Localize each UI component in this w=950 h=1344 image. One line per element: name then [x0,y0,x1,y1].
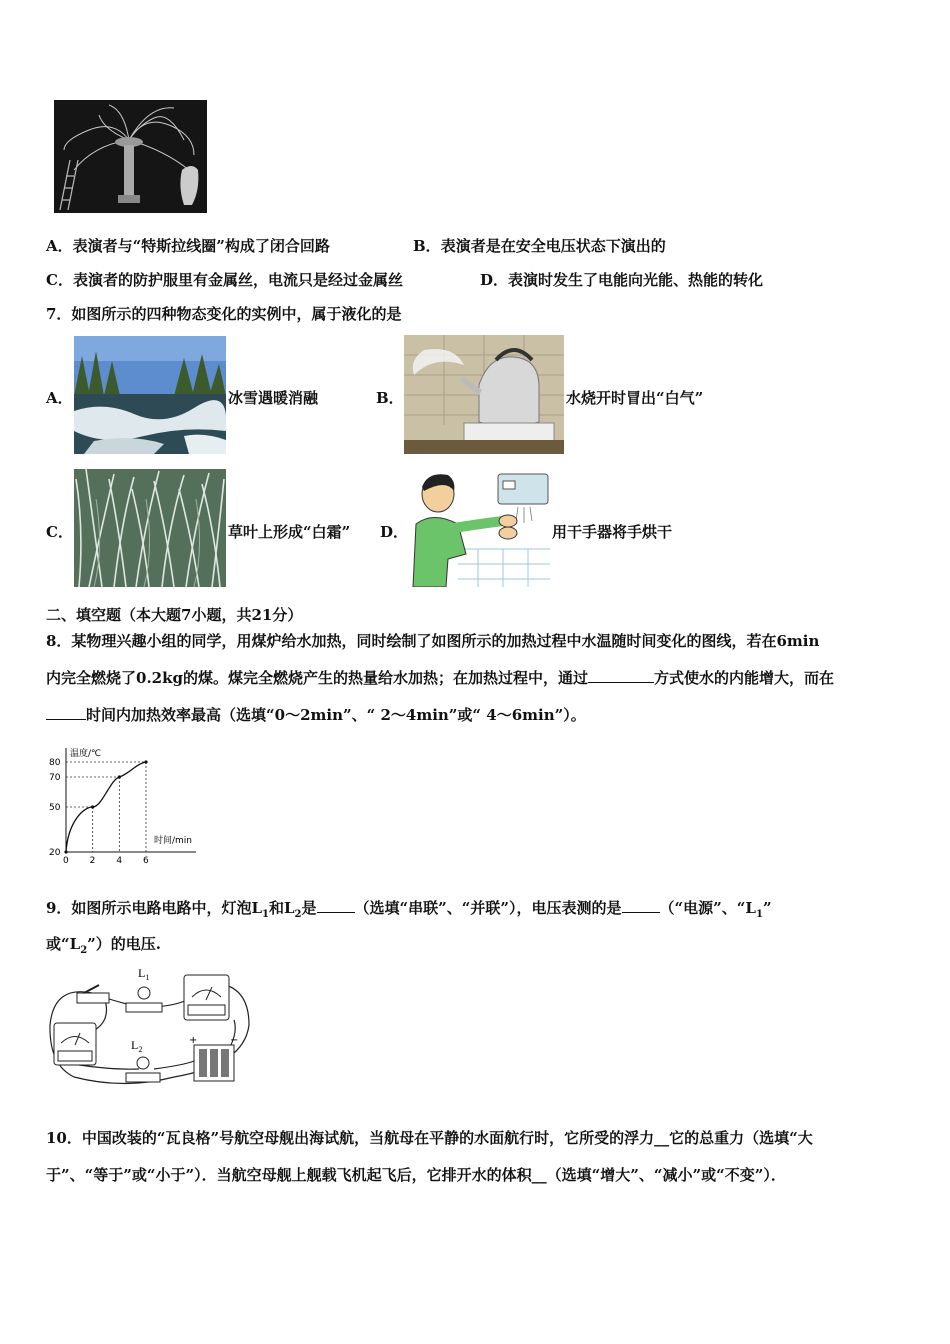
x-tick-6: 6 [143,856,149,865]
frost-grass-photo [74,469,226,587]
label-l1: $L_1$ [138,966,150,982]
minus-sign: − [230,1035,239,1046]
q7-option-a-caption: 冰雪遇暖消融 [228,389,319,407]
q7-option-c-caption: 草叶上形成“白霜” [228,523,351,541]
switch [77,985,109,1003]
bulb-l2 [126,1038,160,1082]
data-point-4 [118,775,121,778]
q7-option-d-letter: D． [380,523,409,541]
q6-option-b: B．表演者是在安全电压状态下演出的 [413,237,666,255]
voltmeter-right [184,975,229,1020]
q10-line2: 于”、“等于”或“小于”）．当航空母舰上舰载飞机起飞后，它排开水的体积__（选填“增大”、“减小”或“不变”）． [46,1166,786,1184]
y-tick-70: 70 [49,773,61,783]
melting-snow-photo [74,336,226,454]
plus-sign: + [189,1035,198,1046]
tesla-coil-photo [54,100,207,213]
q8-line1: 8．某物理兴趣小组的同学，用煤炉给水加热，同时绘制了如图所示的加热过程中水温随时间变化的图线，若在6min [46,632,820,650]
q6-option-d: D．表演时发生了电能向光能、热能的转化 [480,271,764,289]
q10-line1: 10．中国改装的“瓦良格”号航空母舰出海试航，当航母在平静的水面航行时，它所受的浮力__它的总重力（选填“大 [46,1129,813,1147]
label-l2: $L_2$ [131,1038,143,1054]
q9-blank-2[interactable] [622,898,660,913]
q8-line3: 时间内加热效率最高（选填“0～2min”、“ 2～4min”或“ 4～6min”）。 [46,705,586,725]
data-point-2 [91,805,94,808]
data-point-6 [144,760,147,763]
bulb-l1 [126,966,162,1012]
boiling-kettle-photo [404,335,564,454]
q8-line2: 内完全燃烧了0.2kg的煤。煤完全燃烧产生的热量给水加热；在加热过程中，通过 方式使水的内能增大，而在 [46,669,834,687]
section-title: 二、填空题（本大题7小题，共21分） [46,606,303,624]
q8-blank-2[interactable] [46,705,86,720]
q7-option-d-caption: 用干手器将手烘干 [552,523,673,541]
q7-option-a-letter: A． [46,389,73,407]
x-tick-0: 0 [63,856,69,865]
battery [189,1035,238,1081]
q8-blank-1[interactable] [588,668,654,683]
data-point-0 [64,850,67,853]
temperature-time-chart [46,740,206,865]
q7-stem: 7．如图所示的四种物态变化的实例中，属于液化的是 [46,305,402,323]
q7-option-c-letter: C． [46,523,73,541]
q6-option-a: A．表演者与“特斯拉线圈”构成了闭合回路 [46,237,330,255]
y-tick-20: 20 [49,848,61,858]
q9-blank-1[interactable] [317,898,355,913]
hand-dryer-cartoon [408,469,550,587]
y-tick-80: 80 [49,758,61,768]
x-axis-label: 时间/min [154,836,193,846]
q9-line2: 或“$L_2$”）的电压. [46,935,162,956]
circuit-diagram [44,965,259,1095]
y-tick-50: 50 [49,803,61,813]
y-axis-label: 温度/℃ [70,749,102,759]
x-tick-4: 4 [116,856,123,865]
voltmeter-left [54,1023,96,1065]
q7-option-b-letter: B． [376,389,404,407]
q6-option-c: C．表演者的防护服里有金属丝，电流只是经过金属丝 [46,271,403,289]
q9-line1: 9．如图所示电路电路中，灯泡$L_1$和$L_2$是 （选填“串联”、“并联”），电压表测的是 （“电源”、“$L_1$” [46,899,772,920]
q7-option-b-caption: 水烧开时冒出“白气” [566,389,704,407]
x-tick-2: 2 [89,856,96,865]
